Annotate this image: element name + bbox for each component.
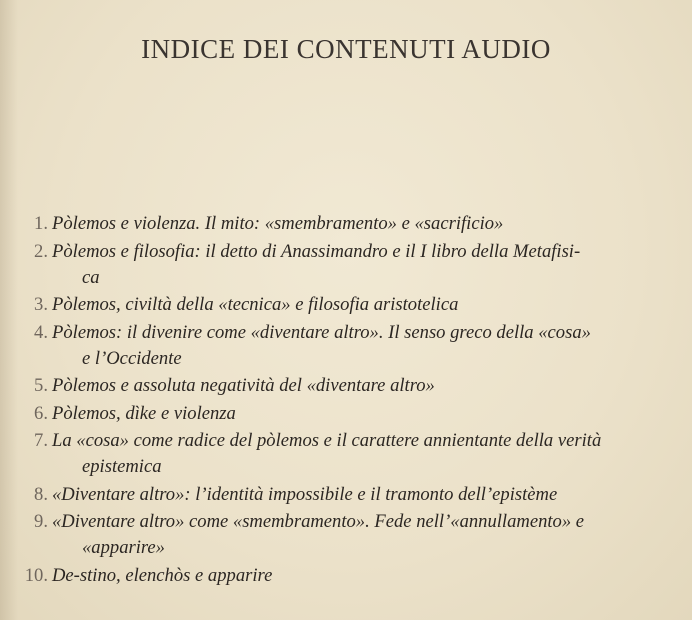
- toc-entry-5: [22, 373, 682, 399]
- toc-entry-2: [22, 239, 682, 291]
- entry-text: [52, 428, 601, 480]
- toc-entry-6: [22, 401, 682, 427]
- audio-contents-list: [22, 211, 682, 590]
- entry-text: [52, 211, 503, 237]
- entry-line: Pòlemos, civiltà della «tecnica» e filosofia aristotelica: [52, 294, 459, 315]
- entry-text: [52, 509, 584, 561]
- page-title: INDICE DEI CONTENUTI AUDIO: [141, 34, 551, 65]
- entry-number: 6.: [34, 402, 48, 424]
- entry-line: Pòlemos, dìke e violenza: [52, 402, 236, 424]
- toc-entry-10: [22, 563, 682, 589]
- toc-entry-1: [22, 211, 682, 237]
- entry-number: 9.: [34, 511, 48, 532]
- entry-text: [52, 239, 580, 291]
- entry-number: 4.: [34, 321, 48, 343]
- entry-number: 7.: [34, 430, 48, 451]
- entry-line-continuation: «apparire»: [82, 537, 165, 558]
- entry-number: 1.: [34, 213, 48, 234]
- entry-line: «Diventare altro»: l’identità impossibile e il tramonto dell’epistème: [52, 483, 558, 505]
- entry-text: [52, 373, 435, 399]
- toc-entry-4: [22, 320, 682, 372]
- entry-line: Pòlemos e violenza. Il mito: «smembramento» e «sacrificio»: [52, 213, 504, 234]
- entry-number: 5.: [34, 375, 48, 396]
- entry-line: De-stino, elenchòs e apparire: [52, 564, 273, 586]
- entry-number: 2.: [34, 240, 48, 262]
- entry-number: 8.: [34, 483, 48, 505]
- toc-entry-9: [22, 509, 682, 561]
- entry-text: [52, 482, 557, 508]
- entry-text: [52, 401, 236, 427]
- entry-line: Pòlemos e assoluta negatività del «diventare altro»: [52, 375, 435, 396]
- entry-line: La «cosa» come radice del pòlemos e il carattere annientante della verità: [52, 430, 602, 451]
- entry-number: 3.: [34, 294, 48, 315]
- entry-number: 10.: [24, 564, 48, 586]
- entry-line: «Diventare altro» come «smembramento». Fede nell’«annullamento» e: [52, 511, 585, 532]
- toc-entry-3: [22, 292, 682, 318]
- entry-line: Pòlemos: il divenire come «diventare altro». Il senso greco della «cosa»: [52, 321, 591, 343]
- entry-line-continuation: e l’Occidente: [82, 347, 182, 369]
- entry-line-continuation: epistemica: [82, 456, 162, 477]
- entry-text: [52, 320, 591, 372]
- entry-text: [52, 563, 272, 589]
- toc-entry-7: [22, 428, 682, 480]
- entry-line: Pòlemos e filosofia: il detto di Anassimandro e il I libro della Metafisi-: [52, 240, 581, 262]
- entry-line-continuation: ca: [82, 266, 100, 288]
- toc-entry-8: [22, 482, 682, 508]
- entry-text: [52, 292, 458, 318]
